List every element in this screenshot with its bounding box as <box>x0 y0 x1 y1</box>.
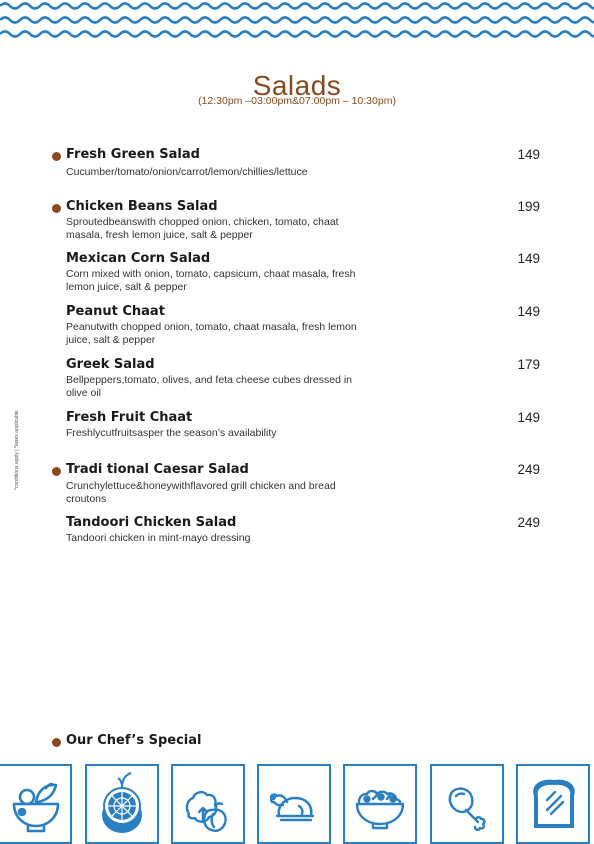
vegetables-icon <box>171 764 245 844</box>
menu-item <box>66 357 540 400</box>
item-description: Crunchylettuce&honeywithflavored grill chicken and bread croutons <box>66 480 336 505</box>
item-price: 179 <box>517 357 540 372</box>
item-price: 199 <box>517 199 540 214</box>
item-description: Cucumber/tomato/onion/carrot/lemon/chillies/lettuce <box>66 166 308 178</box>
item-name: Tandoori Chicken Salad <box>66 515 237 530</box>
item-description: Bellpeppers,tomato, olives, and feta cheese cubes dressed in olive oil <box>66 374 353 399</box>
item-name: Chicken Beans Salad <box>66 199 218 214</box>
salad-bowl-icon <box>343 764 417 844</box>
legend-label: Our Chef’s Special <box>66 733 202 748</box>
item-description: Tandoori chicken in mint-mayo dressing <box>66 532 251 544</box>
bread-icon <box>516 764 590 844</box>
menu-item <box>66 515 540 545</box>
item-description: Freshlycutfruitsasper the season’s availability <box>66 427 277 439</box>
item-description: Peanutwith chopped onion, tomato, chaat masala, fresh lemon juice, salt & pepper <box>66 321 357 346</box>
item-price: 249 <box>517 462 540 477</box>
menu-item <box>66 251 540 294</box>
roast-chicken-icon <box>257 764 331 844</box>
item-description: Sproutedbeanswith chopped onion, chicken, tomato, chaat masala, fresh lemon juice, salt & pepper <box>66 216 339 241</box>
item-price: 149 <box>517 304 540 319</box>
item-name: Greek Salad <box>66 357 155 372</box>
fruit-bowl-icon <box>0 764 72 844</box>
side-note: *conditions apply | *taxes applicable <box>14 410 20 490</box>
item-name: Mexican Corn Salad <box>66 251 211 266</box>
chef-special-legend <box>66 733 201 748</box>
coconut-icon <box>85 764 159 844</box>
menu-item <box>66 199 540 242</box>
item-price: 249 <box>517 515 540 530</box>
special-dot-icon <box>52 738 61 747</box>
special-dot-icon <box>52 152 61 161</box>
special-dot-icon <box>52 204 61 213</box>
menu-item <box>66 304 540 347</box>
menu-item <box>66 147 540 179</box>
item-name: Fresh Green Salad <box>66 147 200 162</box>
special-dot-icon <box>52 467 61 476</box>
item-name: Peanut Chaat <box>66 304 165 319</box>
menu-item <box>66 462 540 506</box>
item-name: Fresh Fruit Chaat <box>66 410 193 425</box>
chicken-leg-icon <box>430 764 504 844</box>
item-price: 149 <box>517 147 540 162</box>
wave-border-decoration <box>0 0 594 42</box>
item-price: 149 <box>517 410 540 425</box>
service-hours: (12:30pm –03:00pm&07:00pm – 10:30pm) <box>198 95 396 107</box>
item-name: Tradi tional Caesar Salad <box>66 462 249 477</box>
item-price: 149 <box>517 251 540 266</box>
page-title: Salads <box>252 70 342 101</box>
item-description: Corn mixed with onion, tomato, capsicum, chaat masala, fresh lemon juice, salt & pepper <box>66 268 356 293</box>
icon-strip <box>0 764 594 841</box>
menu-item <box>66 410 540 440</box>
